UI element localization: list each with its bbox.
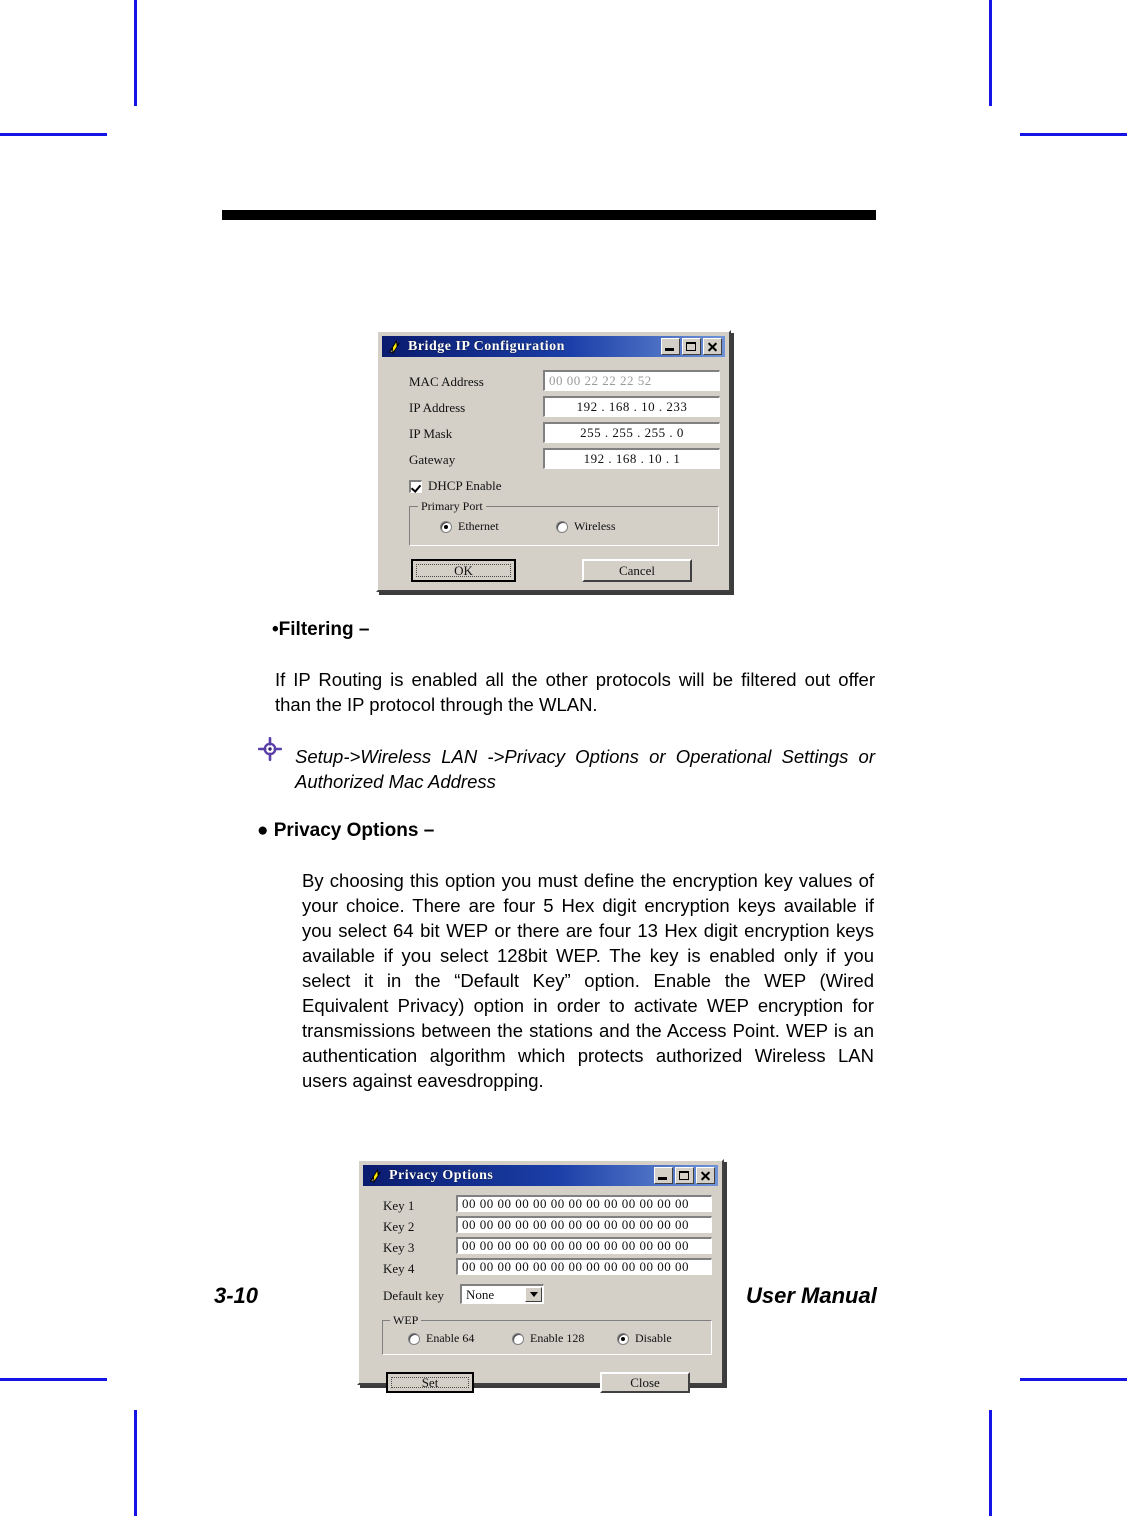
primary-port-legend: Primary Port: [418, 499, 486, 514]
wep-enable-128-label: Enable 128: [530, 1331, 585, 1345]
privacy-options-heading: ● Privacy Options –: [257, 820, 435, 841]
footer-user-manual: User Manual: [746, 1283, 877, 1308]
crop-mark-bottom-right-vertical: [989, 1410, 992, 1516]
ip-address-label: IP Address: [409, 400, 466, 415]
wep-disable-radio[interactable]: [617, 1331, 672, 1346]
ip-mask-label: IP Mask: [409, 426, 453, 441]
page-number: 3-10: [214, 1283, 259, 1308]
page-header-rule: [222, 210, 876, 220]
dhcp-enable-label: DHCP Enable: [428, 478, 502, 493]
wep-disable-label: Disable: [635, 1331, 672, 1345]
primary-port-ethernet-label: Ethernet: [458, 519, 499, 533]
crop-mark-top-left-horizontal: [0, 133, 107, 136]
primary-port-wireless-label: Wireless: [574, 519, 616, 533]
minimize-icon[interactable]: [654, 1167, 673, 1184]
wep-legend: WEP: [390, 1313, 421, 1328]
bridge-ip-configuration-dialog: [376, 330, 731, 592]
key-4-label: Key 4: [383, 1261, 415, 1276]
crop-mark-top-right-horizontal: [1020, 133, 1127, 136]
wep-enable-128-radio[interactable]: [512, 1331, 584, 1346]
gateway-input[interactable]: 192 . 168 . 10 . 1: [543, 448, 720, 469]
privacy-options-dialog: [357, 1159, 724, 1390]
privacy-dialog-body: [364, 1189, 717, 1390]
set-button-label: Set: [391, 1377, 469, 1388]
crop-mark-top-left-vertical: [134, 0, 137, 106]
privacy-window-controls: [654, 1167, 716, 1184]
mac-address-label: MAC Address: [409, 374, 484, 389]
wep-enable-64-radio[interactable]: [408, 1331, 474, 1346]
key-1-label: Key 1: [383, 1198, 415, 1213]
crop-mark-bottom-left-vertical: [134, 1410, 137, 1516]
crop-mark-bottom-right-horizontal: [1020, 1378, 1127, 1381]
privacy-dialog-title: Privacy Options: [389, 1167, 494, 1183]
radio-knob-icon: [408, 1333, 420, 1345]
bridge-dialog-inner-bevel: [381, 335, 726, 587]
crop-mark-bottom-left-horizontal: [0, 1378, 107, 1381]
key-1-input[interactable]: 00 00 00 00 00 00 00 00 00 00 00 00 00: [456, 1195, 712, 1212]
key-3-label: Key 3: [383, 1240, 415, 1255]
ip-address-input[interactable]: 192 . 168 . 10 . 233: [543, 396, 720, 417]
close-button[interactable]: Close: [600, 1372, 690, 1393]
crop-mark-top-right-vertical: [989, 0, 992, 106]
key-4-input[interactable]: 00 00 00 00 00 00 00 00 00 00 00 00 00: [456, 1258, 712, 1275]
lightning-bolt-icon: [367, 1168, 384, 1184]
radio-knob-icon: [512, 1333, 524, 1345]
set-button[interactable]: [386, 1372, 474, 1393]
filtering-heading: •Filtering –: [272, 619, 370, 640]
ip-mask-input[interactable]: 255 . 255 . 255 . 0: [543, 422, 720, 443]
key-2-label: Key 2: [383, 1219, 415, 1234]
privacy-options-body: By choosing this option you must define the encryption key values of your choice. There are four 5 Hex digit encryption keys available if you select 64 bit WEP or there are four 13 Hex digit encryption keys available if you select 128bit WEP. The key is enabled only if you select it in the “Default Key” option. Enable the WEP (Wired Equivalent Privacy) option in order to activate WEP encryption for transmissions between the stations and the Access Point. WEP is an authentication algorithm which protects authorized Wireless LAN users against eavesdropping.: [302, 870, 874, 1091]
chevron-down-icon[interactable]: [525, 1287, 542, 1302]
ok-button-label: OK: [416, 564, 511, 577]
key-3-input[interactable]: 00 00 00 00 00 00 00 00 00 00 00 00 00: [456, 1237, 712, 1254]
filtering-body: If IP Routing is enabled all the other protocols will be filtered out offer than the IP protocol through the WLAN.: [275, 669, 875, 715]
crosshair-icon: [258, 737, 282, 761]
wep-enable-64-label: Enable 64: [426, 1331, 475, 1345]
bridge-dialog-title: Bridge IP Configuration: [408, 338, 565, 354]
mac-address-input[interactable]: 00 00 22 22 22 52: [543, 370, 720, 391]
default-key-label: Default key: [383, 1288, 445, 1303]
key-2-input[interactable]: 00 00 00 00 00 00 00 00 00 00 00 00 00: [456, 1216, 712, 1233]
gateway-label: Gateway: [409, 452, 456, 467]
cancel-button[interactable]: Cancel: [582, 559, 692, 582]
close-icon[interactable]: [696, 1167, 715, 1184]
default-key-value: None: [466, 1286, 495, 1302]
default-key-select[interactable]: [460, 1284, 544, 1304]
maximize-icon[interactable]: [675, 1167, 694, 1184]
radio-knob-icon: [617, 1333, 629, 1345]
privacy-dialog-titlebar[interactable]: [363, 1165, 718, 1186]
filtering-note: Setup->Wireless LAN ->Privacy Options or Operational Settings or Authorized Mac Address: [295, 746, 875, 792]
